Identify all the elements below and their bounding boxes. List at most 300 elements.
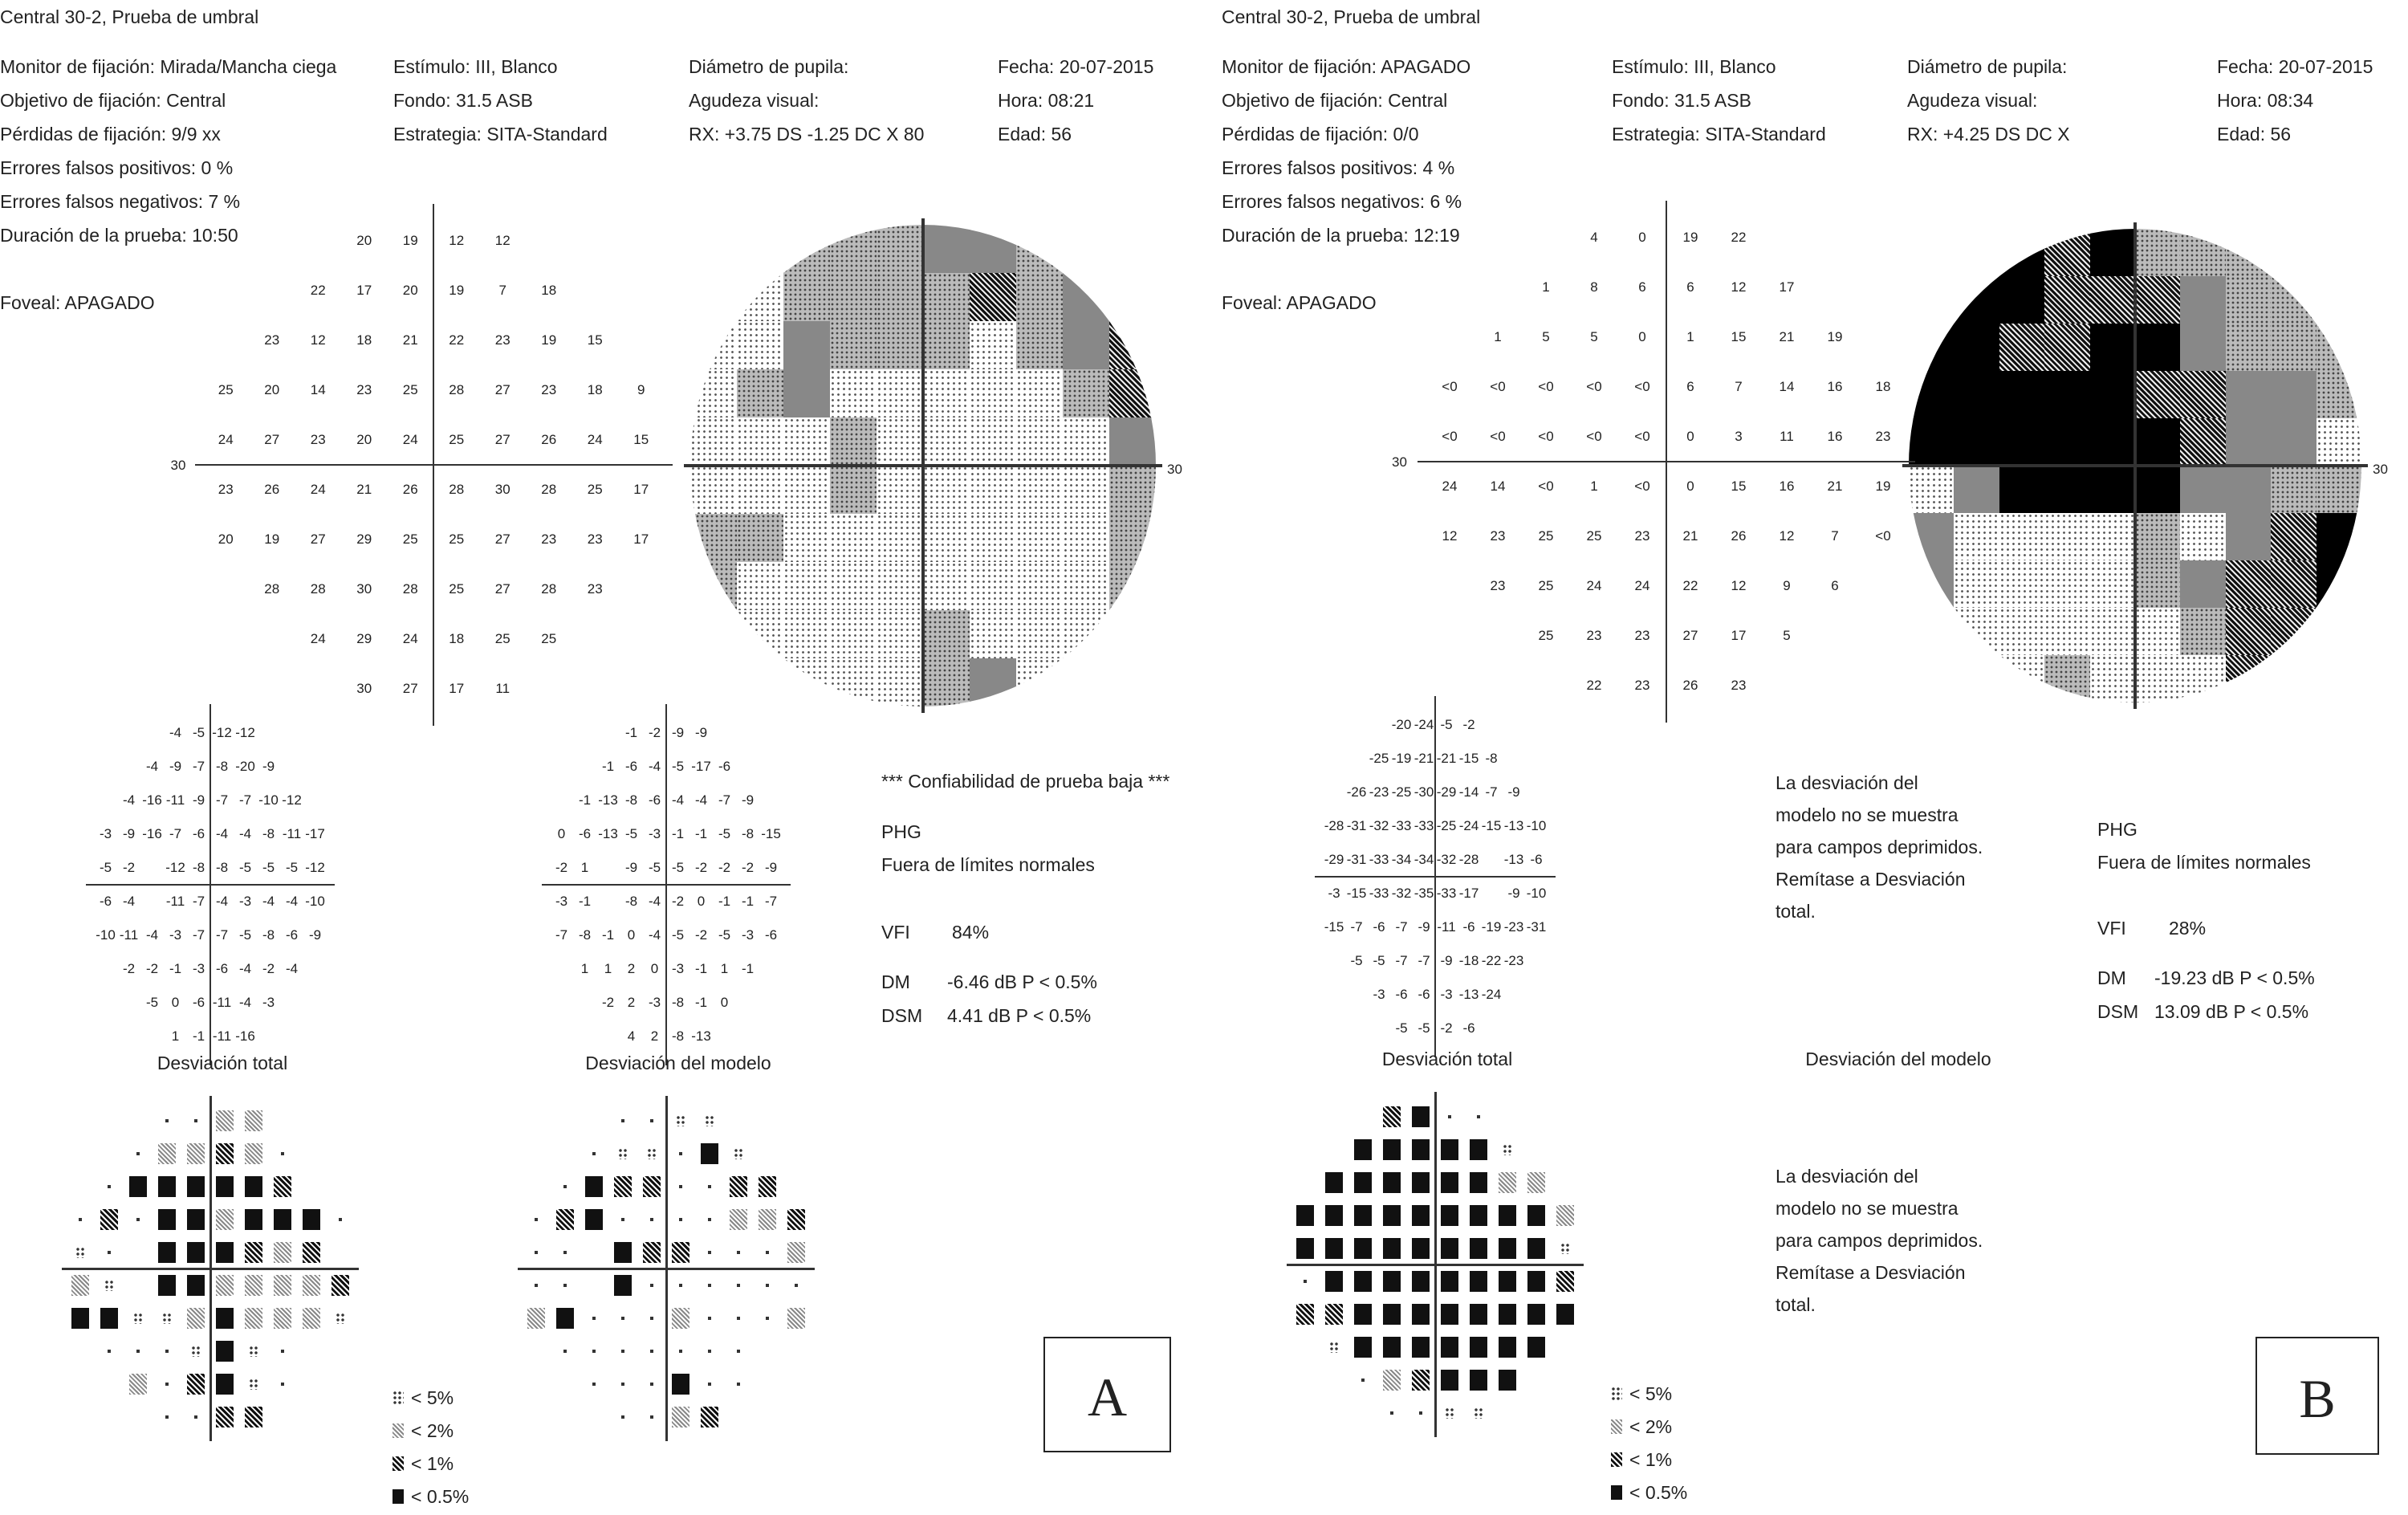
panelA-threshold-value: 25 — [402, 531, 418, 547]
panelA-grayscale-cell — [970, 658, 1017, 707]
panelA-total-deviation-value: -3 — [99, 826, 112, 841]
panelB-total-deviation-prob-symbol — [1383, 1106, 1401, 1127]
panelA-header-col4-0: Fecha: 20-07-2015 — [998, 56, 1154, 77]
panelA-pattern-deviation-value: -15 — [761, 826, 781, 841]
panelB-threshold-value: 23 — [1634, 528, 1650, 544]
panelA-legend-label: < 5% — [411, 1387, 454, 1408]
panelA-legend-symbol — [393, 1423, 404, 1438]
panelA-threshold-value: 22 — [449, 332, 465, 348]
panelB-total-deviation-value: -25 — [1436, 818, 1457, 833]
panelB-grayscale-cell — [1999, 276, 2045, 324]
panelB-grayscale-cell — [2180, 418, 2226, 466]
panelB-total-deviation-prob-symbol — [1412, 1271, 1430, 1292]
panelB-total-deviation-prob-symbol — [1503, 1144, 1512, 1155]
panelB-dsm-label: DSM — [2097, 1001, 2139, 1022]
panelA-pattern-deviation-prob-symbol — [708, 1350, 711, 1353]
panelA-pattern-deviation-prob-symbol — [759, 1176, 776, 1197]
panelA-grayscale-cell — [737, 321, 784, 370]
panelA-total-deviation-value: -6 — [99, 894, 112, 909]
panelA-pattern-deviation-prob-symbol — [614, 1242, 632, 1263]
panelA-threshold-value: 15 — [587, 332, 603, 348]
panelA-header-col1-2: Pérdidas de fijación: 9/9 xx — [0, 124, 221, 145]
panelA-total-deviation-prob-symbol — [108, 1350, 111, 1353]
panelA-total-deviation-value: -11 — [165, 792, 185, 808]
panelA-pattern-deviation-prob-symbol — [556, 1209, 574, 1230]
panelB-total-deviation-value: -20 — [1391, 717, 1412, 732]
panelA-legend-label: < 1% — [411, 1453, 454, 1474]
panelA-threshold-value: 12 — [494, 233, 510, 248]
panelB-total-deviation-prob-symbol — [1419, 1411, 1422, 1415]
panelA-pattern-deviation-prob-symbol — [621, 1415, 624, 1419]
panelA-pattern-deviation-prob-symbol — [621, 1317, 624, 1320]
panelA-grayscale-cell — [970, 466, 1017, 515]
panelA-total-deviation-prob-symbol — [274, 1308, 291, 1329]
panelB-threshold-value: <0 — [1538, 479, 1554, 494]
panelB-legend-label: < 5% — [1629, 1383, 1673, 1404]
panelA-total-deviation-prob-symbol — [274, 1275, 291, 1296]
panelB-grayscale-cell — [1909, 418, 1954, 466]
panelB-total-deviation-prob-symbol — [1296, 1205, 1314, 1226]
panelB-grayscale-cell — [2135, 655, 2181, 703]
panelA-pattern-deviation-value: -13 — [598, 792, 618, 808]
panelB-grayscale-cell — [2316, 655, 2361, 703]
panelA-pattern-deviation-prob-symbol — [708, 1284, 711, 1287]
panelA-pattern-deviation-prob-symbol — [563, 1185, 567, 1188]
panelB-total-deviation-prob-symbol — [1527, 1205, 1545, 1226]
panelA-pattern-deviation-prob-symbol — [759, 1209, 776, 1230]
panelB-grayscale-cell — [1954, 560, 1999, 609]
panelA-pattern-deviation-value: -1 — [741, 894, 755, 909]
panelB-threshold-value: 17 — [1731, 628, 1747, 643]
panelA-pattern-deviation-value: 2 — [650, 1028, 659, 1044]
panelB-grayscale-cell — [2316, 418, 2361, 466]
panelB-total-deviation-prob-symbol — [1499, 1304, 1516, 1325]
panelB-grayscale-cell — [1909, 324, 1954, 372]
panelA-threshold-value: 17 — [633, 482, 649, 497]
panelA-pattern-deviation-value: -1 — [578, 894, 592, 909]
panelB-threshold-value: 4 — [1590, 230, 1598, 245]
panelB-total-deviation-prob-symbol — [1383, 1337, 1401, 1358]
panelA-grayscale-cell — [830, 417, 877, 466]
panelA-grayscale-cell — [877, 562, 924, 611]
panelA-total-deviation-prob-symbol — [191, 1346, 201, 1357]
panelB-threshold-value: 16 — [1827, 429, 1843, 444]
panelA-total-deviation-value: -16 — [235, 1028, 255, 1044]
panelA-total-deviation-value: -6 — [215, 961, 229, 976]
panelA-header-col1-4: Errores falsos negativos: 7 % — [0, 191, 241, 212]
panelA-legend-symbol — [393, 1456, 404, 1471]
panelA-total-deviation-value: -2 — [262, 961, 275, 976]
panelB-threshold-value: 0 — [1638, 230, 1646, 245]
panelA-grayscale-cell — [1063, 466, 1110, 515]
panelA-grayscale-cell — [1109, 225, 1156, 274]
panelA-pattern-deviation-v-axis — [665, 704, 667, 1065]
panelB-total-deviation-prob-symbol — [1304, 1280, 1307, 1283]
panelA-total-deviation-prob-symbol — [303, 1275, 320, 1296]
panelB-grayscale-cell — [1999, 466, 2045, 514]
panelA-total-deviation-prob-v-axis — [209, 1096, 212, 1441]
panelA-threshold-value: 29 — [356, 631, 372, 646]
panelB-total-deviation-value: -2 — [1462, 717, 1475, 732]
panelA-grayscale-cell — [783, 562, 831, 611]
panelA-grayscale-cell — [1109, 466, 1156, 515]
panelA-grayscale-cell — [877, 658, 924, 707]
panelB-total-deviation-value: -7 — [1418, 953, 1430, 968]
panelA-threshold-value: 20 — [264, 382, 280, 397]
panelA-grayscale-cell — [877, 321, 924, 370]
panelB-header-col4-1: Hora: 08:34 — [2217, 90, 2314, 111]
panelB-threshold-axis-label-left: 30 — [1392, 454, 1407, 470]
panelB-dm-label: DM — [2097, 967, 2126, 988]
panelA-pattern-deviation-prob-symbol — [701, 1407, 718, 1427]
panelB-grayscale-cell — [2135, 560, 2181, 609]
panelA-threshold-value: 24 — [587, 432, 603, 447]
panelB-threshold-value: 1 — [1590, 479, 1598, 494]
panelA-total-deviation-prob-symbol — [100, 1209, 118, 1230]
panelB-grayscale-cell — [1954, 608, 1999, 656]
panelA-total-deviation-prob-symbol — [165, 1383, 169, 1386]
panelA-grayscale-cell — [783, 273, 831, 322]
panelB-total-deviation-value: -18 — [1458, 953, 1479, 968]
panelA-total-deviation-prob-symbol — [75, 1247, 85, 1258]
panelA-threshold-value: 30 — [494, 482, 510, 497]
panelA-grayscale-cell — [970, 610, 1017, 659]
panelB-threshold-value: 19 — [1875, 479, 1891, 494]
panelA-total-deviation-value: -7 — [192, 894, 205, 909]
panelA-pattern-deviation-value: -8 — [671, 995, 685, 1010]
panelB-grayscale-cell — [2180, 466, 2226, 514]
panelA-pattern-deviation-value: -2 — [718, 860, 731, 875]
panelA-threshold-value: 25 — [449, 432, 465, 447]
panelA-grayscale-cell — [783, 514, 831, 563]
panelA-pattern-deviation-value: -1 — [741, 961, 755, 976]
panelA-total-deviation-value: -5 — [238, 927, 252, 943]
panelB-total-deviation-prob-symbol — [1470, 1205, 1487, 1226]
panelA-total-deviation-prob-symbol — [249, 1346, 258, 1357]
panelB-grayscale-cell — [2044, 655, 2090, 703]
panelB-threshold-value: 27 — [1682, 628, 1698, 643]
panelA-total-deviation-prob-symbol — [332, 1275, 349, 1296]
panelB-legend-label: < 2% — [1629, 1416, 1673, 1437]
panelB-total-deviation-prob-symbol — [1412, 1337, 1430, 1358]
panelB-total-deviation-prob-symbol — [1390, 1411, 1393, 1415]
panelA-total-deviation-prob-symbol — [194, 1415, 197, 1419]
panelA-pattern-deviation-value: -2 — [671, 894, 685, 909]
panelA-total-deviation-value: -8 — [262, 927, 275, 943]
panelA-pattern-deviation-value: 1 — [720, 961, 729, 976]
panelB-total-deviation-prob-symbol — [1499, 1172, 1516, 1193]
panelB-grayscale-cell — [1954, 371, 1999, 419]
panelB-total-deviation-prob-symbol — [1383, 1370, 1401, 1391]
panelA-total-deviation-prob-symbol — [165, 1415, 169, 1419]
panelB-total-deviation-prob-v-axis — [1434, 1092, 1437, 1437]
panelB-grayscale-cell — [2271, 276, 2316, 324]
panelA-pattern-deviation-prob-symbol — [679, 1152, 682, 1155]
panelA-total-deviation-prob-symbol — [187, 1242, 205, 1263]
panelA-grayscale-cell — [970, 273, 1017, 322]
panelA-total-deviation-value: -2 — [122, 961, 136, 976]
panelB-total-deviation-value: -6 — [1418, 987, 1430, 1002]
panelA-grayscale-cell — [1016, 658, 1064, 707]
panelA-threshold-value: 25 — [449, 531, 465, 547]
panelA-grayscale-axis-label-right: 30 — [1167, 462, 1182, 477]
panelB-grayscale-cell — [1954, 229, 1999, 277]
panelB-total-deviation-value: -30 — [1413, 784, 1434, 800]
panelA-total-deviation-value: 1 — [171, 1028, 180, 1044]
panelB-grayscale-cell — [2180, 608, 2226, 656]
panelA-pattern-deviation-value: -8 — [624, 792, 638, 808]
panelA-total-deviation-value: -9 — [262, 759, 275, 774]
panelB-total-deviation-prob-symbol — [1556, 1271, 1574, 1292]
panelA-header-col2-0: Estímulo: III, Blanco — [393, 56, 558, 77]
panelB-total-deviation-value: -9 — [1440, 953, 1453, 968]
panelA-pattern-deviation-value: -5 — [718, 826, 731, 841]
panelB-ghp-title: PHG — [2097, 819, 2138, 840]
panelA-pattern-deviation-prob-symbol — [592, 1152, 596, 1155]
panelB-total-deviation-value: -5 — [1395, 1020, 1408, 1036]
panelB-total-deviation-prob-symbol — [1527, 1304, 1545, 1325]
panelB-total-deviation-prob-symbol — [1527, 1337, 1545, 1358]
panelB-total-deviation-v-axis — [1434, 696, 1436, 1057]
panelB-total-deviation-prob-symbol — [1560, 1243, 1570, 1254]
panelA-grayscale-cell — [923, 466, 970, 515]
panelB-threshold-value: 21 — [1682, 528, 1698, 544]
panelB-panel-letter-box — [2255, 1337, 2379, 1455]
panelA-pattern-deviation-value: -1 — [601, 759, 615, 774]
panelA-grayscale-cell — [1016, 369, 1064, 418]
panelA-pattern-deviation-prob-symbol — [535, 1251, 538, 1254]
panelA-total-deviation-prob-symbol — [187, 1275, 205, 1296]
panelB-total-deviation-prob-symbol — [1556, 1205, 1574, 1226]
panelB-grayscale-cell — [2316, 560, 2361, 609]
panelB-total-deviation-prob-symbol — [1412, 1238, 1430, 1259]
panelB-grayscale-cell — [2316, 324, 2361, 372]
panelB-total-deviation-prob-symbol — [1441, 1370, 1458, 1391]
panelA-grayscale-cell — [830, 466, 877, 515]
panelA-legend-label: < 0.5% — [411, 1486, 470, 1507]
panelA-threshold-value: 19 — [449, 283, 465, 298]
panelA-pattern-deviation-prob-symbol — [679, 1284, 682, 1287]
panelB-threshold-value: 3 — [1735, 429, 1743, 444]
panelB-grayscale-cell — [2044, 229, 2090, 277]
panelA-total-deviation-value: -12 — [212, 725, 232, 740]
panelA-header-col1-0: Monitor de fijación: Mirada/Mancha ciega — [0, 56, 337, 77]
panelB-total-deviation-value: -23 — [1503, 919, 1524, 935]
panelA-pattern-deviation-value: 4 — [627, 1028, 636, 1044]
panelB-total-deviation-value: -24 — [1413, 717, 1434, 732]
panelB-header-col2-0: Estímulo: III, Blanco — [1612, 56, 1776, 77]
panelB-total-deviation-prob-symbol — [1470, 1139, 1487, 1160]
panelA-grayscale-cell — [1016, 562, 1064, 611]
panelA-pattern-deviation-value: -4 — [671, 792, 685, 808]
panelA-total-deviation-value: -4 — [215, 826, 229, 841]
panelA-total-deviation-prob-symbol — [249, 1379, 258, 1390]
panelB-threshold-value: 24 — [1442, 479, 1458, 494]
panelB-grayscale-cell — [2180, 371, 2226, 419]
panelA-ghp-value: Fuera de límites normales — [881, 854, 1095, 875]
panelA-pattern-deviation-prob-symbol — [730, 1176, 747, 1197]
panelA-grayscale-cell — [1109, 562, 1156, 611]
panelA-grayscale-cell — [1063, 658, 1110, 707]
panelA-pattern-deviation-prob-symbol — [708, 1251, 711, 1254]
panelB-header-col2-1: Fondo: 31.5 ASB — [1612, 90, 1751, 111]
panelA-grayscale-cell — [1109, 273, 1156, 322]
panelA-pattern-deviation-value: -3 — [648, 826, 661, 841]
panelB-threshold-value: 23 — [1490, 578, 1506, 593]
panelA-grayscale-cell — [783, 225, 831, 274]
panelA-grayscale-cell — [783, 610, 831, 659]
panelA-total-deviation-value: -2 — [122, 860, 136, 875]
panelA-grayscale-cell — [690, 466, 738, 515]
panelB-grayscale-cell — [2271, 324, 2316, 372]
panelA-threshold-value: 23 — [264, 332, 280, 348]
panelA-grayscale-cell — [923, 562, 970, 611]
panelA-pattern-deviation-value: -5 — [718, 927, 731, 943]
panelA-total-deviation-prob-symbol — [339, 1218, 342, 1221]
panelA-total-deviation-prob-symbol — [133, 1313, 143, 1324]
panelA-pattern-deviation-prob-symbol — [672, 1374, 689, 1395]
panelA-pattern-deviation-value: -5 — [671, 759, 685, 774]
panelA-total-deviation-value: -11 — [119, 927, 139, 943]
panelA-grayscale-cell — [737, 466, 784, 515]
panelB-grayscale-cell — [1954, 466, 1999, 514]
panelA-total-deviation-value: -7 — [215, 927, 229, 943]
panelA-total-deviation-prob-symbol — [129, 1176, 147, 1197]
panelA-threshold-value: 29 — [356, 531, 372, 547]
panelB-total-deviation-value: -13 — [1503, 852, 1524, 867]
panelB-grayscale-cell — [2044, 513, 2090, 561]
panelB-threshold-value: 21 — [1827, 479, 1843, 494]
panelB-grayscale-cell — [2090, 466, 2136, 514]
panelA-total-deviation-prob-symbol — [187, 1374, 205, 1395]
panelA-total-deviation-value: -11 — [282, 826, 302, 841]
panelA-grayscale-cell — [1016, 321, 1064, 370]
panelA-threshold-value: 25 — [449, 581, 465, 597]
panelB-total-deviation-prob-symbol — [1412, 1172, 1430, 1193]
panelB-total-deviation-prob-symbol — [1296, 1238, 1314, 1259]
panelB-total-deviation-prob-symbol — [1325, 1304, 1343, 1325]
panelA-total-deviation-value: -8 — [262, 826, 275, 841]
panelB-total-deviation-prob-symbol — [1470, 1271, 1487, 1292]
panelA-pattern-deviation-prob-symbol — [708, 1383, 711, 1386]
panelA-pattern-deviation-value: -6 — [578, 826, 592, 841]
panelA-threshold-value: 19 — [541, 332, 557, 348]
panelA-pattern-deviation-value: -1 — [718, 894, 731, 909]
panelB-total-deviation-prob-symbol — [1412, 1370, 1430, 1391]
panelA-threshold-value: 20 — [402, 283, 418, 298]
panelA-total-deviation-value: -6 — [285, 927, 299, 943]
panelB-grayscale-cell — [2044, 276, 2090, 324]
panelB-total-deviation-prob-symbol — [1470, 1172, 1487, 1193]
panelA-total-deviation-value: -4 — [285, 961, 299, 976]
panelA-threshold-value: 7 — [498, 283, 506, 298]
panelB-grayscale-cell — [2226, 608, 2272, 656]
panelA-total-deviation-value: -4 — [238, 826, 252, 841]
panelA-total-deviation-prob-symbol — [162, 1313, 172, 1324]
panelA-pattern-deviation-value: 0 — [557, 826, 566, 841]
panelB-grayscale-cell — [2180, 513, 2226, 561]
panelA-threshold-value: 25 — [218, 382, 234, 397]
panelB-total-deviation-prob-symbol — [1499, 1238, 1516, 1259]
panelA-total-deviation-prob-symbol — [216, 1110, 234, 1131]
panelB-grayscale-cell — [2044, 466, 2090, 514]
panelA-dm-label: DM — [881, 971, 910, 992]
panelA-pattern-deviation-prob-symbol — [563, 1251, 567, 1254]
panelA-pattern-deviation-value: 0 — [720, 995, 729, 1010]
panelA-pattern-deviation-prob-symbol — [676, 1115, 685, 1126]
panelA-total-deviation-prob-symbol — [71, 1275, 89, 1296]
panelB-threshold-value: 7 — [1735, 379, 1743, 394]
panelB-grayscale-cell — [2090, 324, 2136, 372]
panelB-summary-note: La desviación del modelo no se muestra para campos deprimidos. Remítase a Desviación total. — [1775, 772, 1983, 922]
panelA-pattern-deviation-prob-symbol — [766, 1251, 769, 1254]
panelA-pattern-deviation-prob-symbol — [672, 1407, 689, 1427]
panelB-threshold-value: 6 — [1831, 578, 1839, 593]
panelB-grayscale-cell — [2316, 608, 2361, 656]
panelB-grayscale-cell — [2316, 276, 2361, 324]
panelA-pattern-deviation-prob-symbol — [679, 1218, 682, 1221]
panelB-total-deviation-value: -34 — [1391, 852, 1412, 867]
panelA-total-deviation-prob-symbol — [245, 1308, 262, 1329]
panelA-threshold-value: 24 — [310, 631, 326, 646]
panelA-threshold-value: 20 — [356, 233, 372, 248]
panelA-pattern-deviation-value: -1 — [671, 826, 685, 841]
panelA-pattern-deviation-prob-symbol — [535, 1284, 538, 1287]
panelB-grayscale-cell — [2226, 276, 2272, 324]
panelB-threshold-value: 6 — [1686, 279, 1694, 295]
panelA-pattern-deviation-prob-symbol — [556, 1308, 574, 1329]
panelB-total-deviation-prob-symbol — [1499, 1205, 1516, 1226]
panelB-grayscale-cell — [1909, 276, 1954, 324]
panelB-threshold-value: 15 — [1731, 479, 1747, 494]
panelA-pattern-deviation-prob-symbol — [563, 1284, 567, 1287]
panelA-pattern-deviation-prob-symbol — [643, 1176, 661, 1197]
panelB-total-deviation-prob-symbol — [1441, 1271, 1458, 1292]
panelA-threshold-value: 19 — [264, 531, 280, 547]
panelA-total-deviation-value: -10 — [258, 792, 279, 808]
panelB-threshold-value: 11 — [1780, 429, 1794, 444]
panelA-threshold-value: 17 — [633, 531, 649, 547]
panelA-grayscale-cell — [923, 417, 970, 466]
panelB-header-col1-3: Errores falsos positivos: 4 % — [1222, 157, 1455, 178]
panelB-header-col1-2: Pérdidas de fijación: 0/0 — [1222, 124, 1419, 145]
panelA-pattern-deviation-value: -5 — [624, 826, 638, 841]
panelA-header-col3-2: RX: +3.75 DS -1.25 DC X 80 — [689, 124, 925, 145]
panelA-total-deviation-prob-symbol — [187, 1176, 205, 1197]
panelB-total-deviation-prob-symbol — [1412, 1304, 1430, 1325]
panelA-grayscale-cell — [737, 225, 784, 274]
panelA-total-deviation-prob-symbol — [187, 1209, 205, 1230]
panelA-pattern-deviation-prob-symbol — [650, 1350, 653, 1353]
panelA-legend-symbol — [393, 1391, 404, 1405]
panelB-total-deviation-value: -15 — [1324, 919, 1344, 935]
panelA-grayscale-cell — [737, 417, 784, 466]
panelA-pattern-deviation-prob-symbol — [787, 1308, 805, 1329]
panelB-grayscale-cell — [1909, 655, 1954, 703]
panelA-total-deviation-prob-symbol — [158, 1143, 176, 1164]
panelA-threshold-value: 23 — [541, 531, 557, 547]
panelA-threshold-value: 27 — [494, 432, 510, 447]
panelB-total-deviation-prob-symbol — [1354, 1304, 1372, 1325]
panelB-grayscale-cell — [2180, 324, 2226, 372]
panelA-total-deviation-value: -4 — [238, 961, 252, 976]
panelB-total-deviation-value: -6 — [1462, 919, 1475, 935]
panelB-threshold-value: 6 — [1686, 379, 1694, 394]
panelA-total-deviation-value: -7 — [192, 927, 205, 943]
panelA-pattern-deviation-prob-symbol — [787, 1242, 805, 1263]
panelB-total-deviation-prob-symbol — [1383, 1271, 1401, 1292]
panelA-pattern-deviation-prob-symbol — [679, 1185, 682, 1188]
